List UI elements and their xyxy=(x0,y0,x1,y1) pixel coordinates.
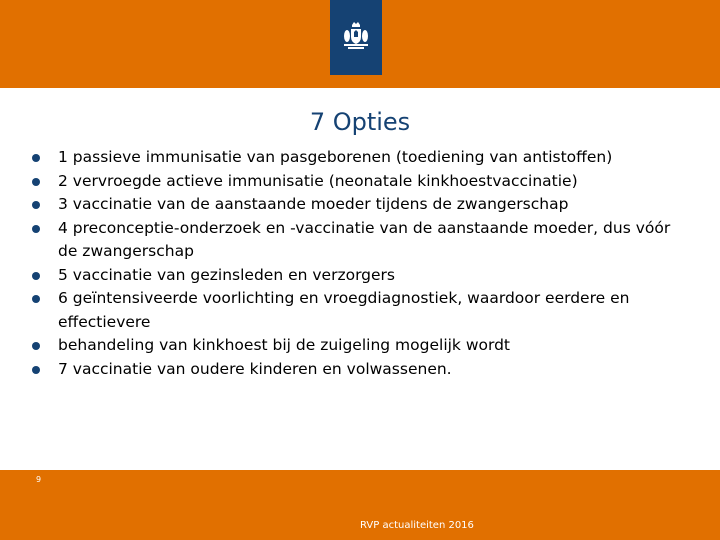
bullet-text: 6 geïntensiveerde voorlichting en vroegdiagnostiek, waardoor eerdere en effectievere xyxy=(58,289,630,331)
bullet-text: 7 vaccinatie van oudere kinderen en volwassenen. xyxy=(58,359,452,378)
bullet-item xyxy=(30,287,690,334)
bullet-item xyxy=(30,193,690,217)
bullet-text: 5 vaccinatie van gezinsleden en verzorgers xyxy=(58,265,395,284)
bullet-list xyxy=(30,146,690,381)
bullet-text: 3 vaccinatie van de aanstaande moeder tijdens de zwangerschap xyxy=(58,195,569,213)
logo-tab xyxy=(330,0,382,75)
bullet-dot-icon xyxy=(32,272,40,280)
bullet-item xyxy=(30,358,690,382)
page-number: 9 xyxy=(36,475,42,484)
bullet-item xyxy=(30,146,690,170)
bullet-text: behandeling van kinkhoest bij de zuigeling mogelijk wordt xyxy=(58,336,511,354)
bullet-dot-icon xyxy=(32,178,40,186)
bullet-dot-icon xyxy=(32,295,40,303)
bullet-item xyxy=(30,217,690,264)
bullet-dot-icon xyxy=(32,366,40,374)
bullet-item xyxy=(30,264,690,288)
bullet-dot-icon xyxy=(32,154,40,162)
footer-text: RVP actualiteiten 2016 xyxy=(360,520,474,531)
slide-title: 7 Opties xyxy=(309,108,411,136)
bullet-dot-icon xyxy=(32,225,40,233)
bullet-item xyxy=(30,170,690,194)
bullet-text: 1 passieve immunisatie van pasgeborenen (toediening van antistoffen) xyxy=(58,148,613,166)
bullet-item xyxy=(30,334,690,358)
bullet-dot-icon xyxy=(32,342,40,350)
rijksoverheid-coat-of-arms-icon xyxy=(341,21,371,55)
bullet-text: 2 vervroegde actieve immunisatie (neonatale kinkhoestvaccinatie) xyxy=(58,171,578,190)
bullet-text: 4 preconceptie-onderzoek en -vaccinatie van de aanstaande moeder, dus vóór de zwangerschap xyxy=(58,218,671,260)
bullet-dot-icon xyxy=(32,201,40,209)
